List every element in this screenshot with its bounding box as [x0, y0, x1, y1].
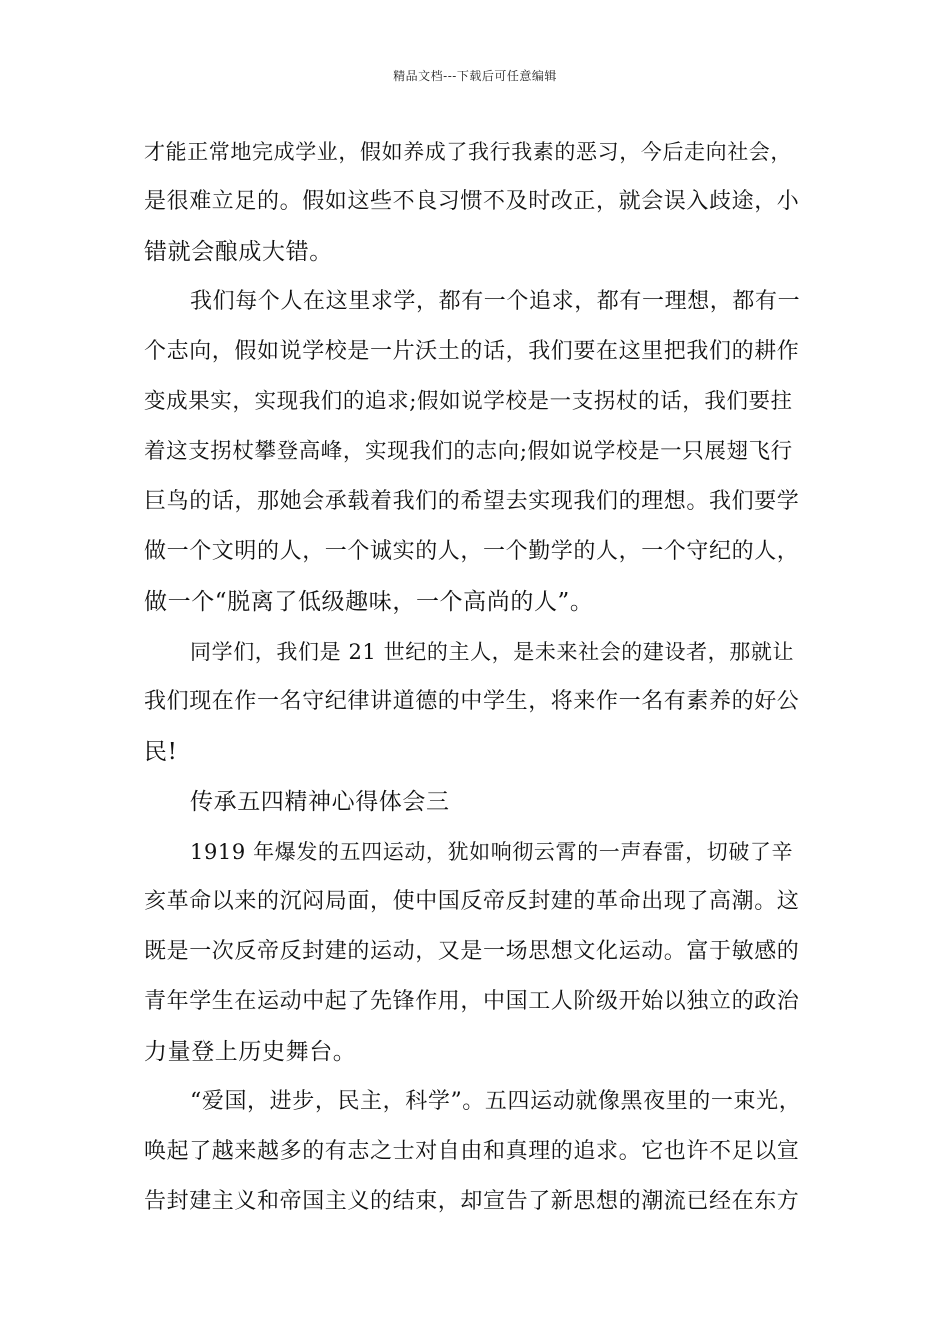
text-line: 力量登上历史舞台。	[144, 1039, 357, 1065]
text-line: 个志向，假如说学校是一片沃土的话，我们要在这里把我们的耕作	[144, 339, 800, 364]
text-line: 做一个“脱离了低级趣味，一个高尚的人”。	[144, 589, 594, 615]
text-line: 民!	[144, 739, 178, 765]
text-line: 青年学生在运动中起了先锋作用，中国工人阶级开始以独立的政治	[144, 989, 800, 1014]
text-line: 既是一次反帝反封建的运动，又是一场思想文化运动。富于敏感的	[144, 939, 800, 964]
text-line: 我们现在作一名守纪律讲道德的中学生，将来作一名有素养的好公	[144, 689, 800, 714]
text-line: 着这支拐杖攀登高峰，实现我们的志向;假如说学校是一只展翅飞行	[144, 439, 793, 464]
text-line: 亥革命以来的沉闷局面，使中国反帝反封建的革命出现了高潮。这	[144, 889, 800, 914]
text-line: 传承五四精神心得体会三	[190, 789, 450, 815]
text-line: 才能正常地完成学业，假如养成了我行我素的恶习，今后走向社会，	[144, 140, 792, 164]
text-line: 1919 年爆发的五四运动，犹如响彻云霄的一声春雷，切破了辛	[190, 840, 794, 864]
text-line: “爱国，进步，民主，科学”。五四运动就像黑夜里的一束光，	[190, 1089, 802, 1114]
text-line: 唤起了越来越多的有志之士对自由和真理的追求。它也许不足以宣	[144, 1139, 800, 1164]
page-header: 精品文档---下载后可任意编辑	[393, 69, 557, 83]
text-line: 同学们，我们是 21 世纪的主人，是未来社会的建设者，那就让	[190, 640, 795, 664]
text-line: 做一个文明的人，一个诚实的人，一个勤学的人，一个守纪的人，	[144, 539, 800, 564]
text-line: 告封建主义和帝国主义的结束，却宣告了新思想的潮流已经在东方	[144, 1189, 800, 1214]
text-line: 是很难立足的。假如这些不良习惯不及时改正，就会误入歧途，小	[144, 189, 800, 214]
text-line: 错就会酿成大错。	[144, 239, 333, 265]
text-line: 我们每个人在这里求学，都有一个追求，都有一理想，都有一	[190, 289, 801, 314]
document-body	[144, 127, 806, 1227]
text-line: 变成果实，实现我们的追求;假如说学校是一支拐杖的话，我们要拄	[144, 389, 793, 414]
text-line: 巨鸟的话，那她会承载着我们的希望去实现我们的理想。我们要学	[144, 489, 800, 514]
